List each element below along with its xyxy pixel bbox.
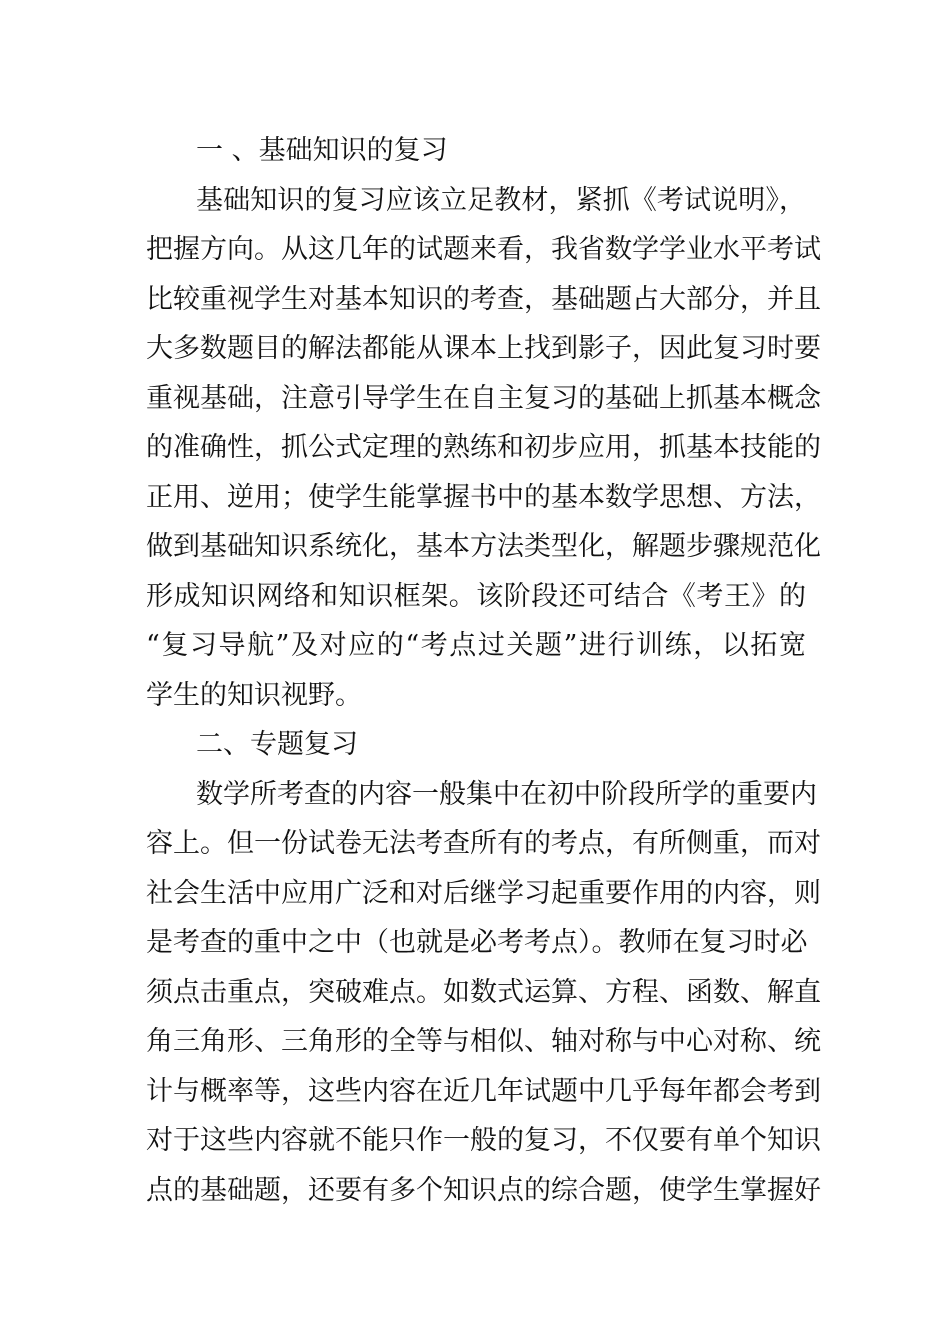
- paragraph-line: 是考查的重中之中（也就是必考考点）。教师在复习时必: [146, 927, 808, 958]
- paragraph-line: 正用、逆用；使学生能掌握书中的基本数学思想、方法，: [146, 481, 821, 513]
- paragraph-line: “复习导航”及对应的“考点过关题”进行训练，以拓宽: [146, 630, 806, 661]
- paragraph-line: 做到基础知识系统化，基本方法类型化，解题步骤规范化: [146, 531, 821, 562]
- paragraph-line: 点的基础题，还要有多个知识点的综合题，使学生掌握好: [146, 1174, 821, 1206]
- paragraph-line: 社会生活中应用广泛和对后继学习起重要作用的内容，则: [146, 877, 821, 909]
- document-body: [146, 126, 821, 1215]
- section-heading-2: 二、专题复习: [196, 729, 358, 760]
- paragraph-line: 基础知识的复习应该立足教材，紧抓《考试说明》，: [196, 184, 806, 216]
- paragraph-line: 数学所考查的内容一般集中在初中阶段所学的重要内: [196, 778, 817, 810]
- paragraph-line: 形成知识网络和知识框架。该阶段还可结合《考王》的: [146, 580, 806, 612]
- paragraph-line: 重视基础，注意引导学生在自主复习的基础上抓基本概念: [146, 382, 821, 414]
- paragraph-line: 的准确性，抓公式定理的熟练和初步应用，抓基本技能的: [146, 432, 821, 463]
- paragraph-line: 容上。但一份试卷无法考查所有的考点，有所侧重，而对: [146, 828, 821, 859]
- paragraph-line: 计与概率等，这些内容在近几年试题中几乎每年都会考到: [146, 1075, 821, 1107]
- paragraph-line: 比较重视学生对基本知识的考查，基础题占大部分，并且: [146, 283, 821, 315]
- section-heading-1: 一 、基础知识的复习: [196, 135, 448, 166]
- paragraph-line: 须点击重点，突破难点。如数式运算、方程、函数、解直: [146, 976, 821, 1008]
- paragraph-line: 学生的知识视野。: [146, 679, 362, 711]
- paragraph-line: 对于这些内容就不能只作一般的复习，不仅要有单个知识: [146, 1125, 821, 1156]
- paragraph-line: 大多数题目的解法都能从课本上找到影子，因此复习时要: [146, 333, 821, 364]
- paragraph-line: 角三角形、三角形的全等与相似、轴对称与中心对称、统: [146, 1026, 821, 1057]
- paragraph-line: 把握方向。从这几年的试题来看，我省数学学业水平考试: [146, 234, 821, 265]
